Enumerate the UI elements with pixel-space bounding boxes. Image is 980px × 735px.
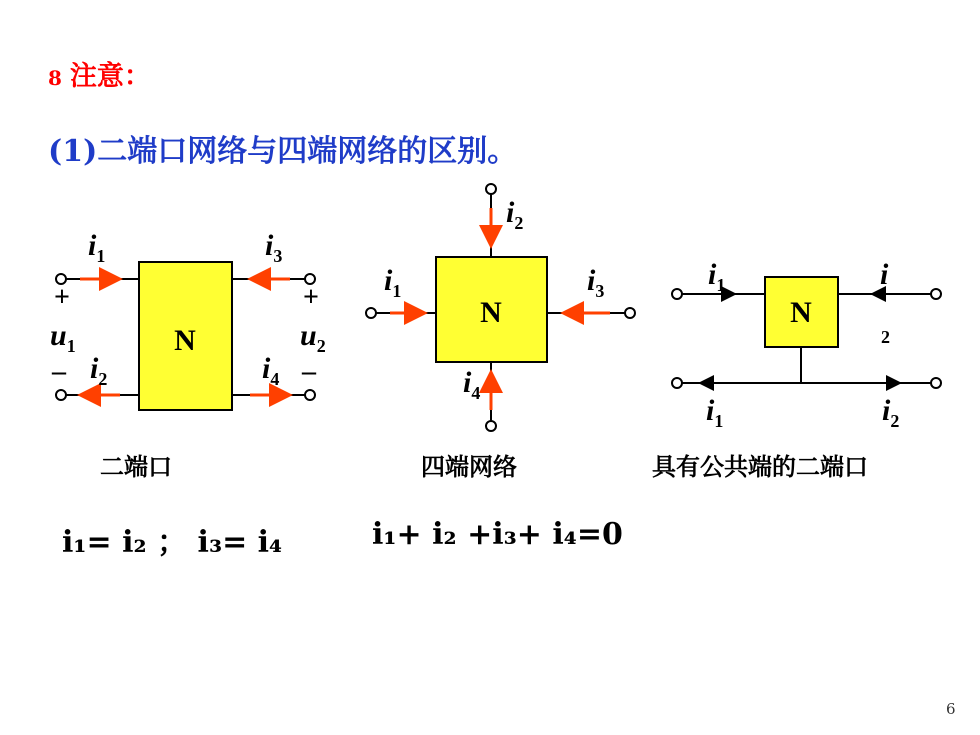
current-label: $i_2$ [90, 352, 108, 389]
current-label: $i_3$ [265, 229, 283, 266]
common-terminal-diagram [672, 277, 941, 388]
current-label: $i_2$ [506, 196, 524, 233]
bullet-icon: 8 [48, 66, 62, 90]
terminal [931, 289, 941, 299]
terminal [486, 184, 496, 194]
terminal [672, 289, 682, 299]
current-label: $i_1$ [708, 258, 726, 295]
box-label: N [480, 296, 502, 329]
minus-sign: – [52, 356, 66, 387]
current-label: $i_1$ [706, 394, 724, 431]
minus-sign: – [302, 356, 316, 387]
formula-two-port: i₁= i₂ ； i₃= i₄ [62, 525, 283, 560]
current-label: i [880, 258, 889, 291]
caption-four-terminal: 四端网络 [421, 452, 517, 481]
current-label: $i_3$ [587, 264, 605, 301]
terminal [625, 308, 635, 318]
voltage-label: $u_2$ [300, 319, 326, 356]
plus-sign: + [54, 282, 70, 313]
page-number: 6 [946, 700, 956, 718]
box-label: N [174, 324, 196, 357]
terminal [366, 308, 376, 318]
current-subscript: 2 [881, 327, 890, 347]
plus-sign: + [303, 282, 319, 313]
current-label: $i_1$ [384, 264, 402, 301]
current-label: $i_1$ [88, 229, 106, 266]
voltage-label: $u_1$ [50, 319, 76, 356]
current-label: $i_4$ [463, 366, 481, 403]
current-label: $i_4$ [262, 352, 280, 389]
terminal [305, 390, 315, 400]
current-label: $i_2$ [882, 394, 900, 431]
box-label: N [790, 296, 812, 329]
note-label: 注意： [69, 61, 151, 92]
terminal [931, 378, 941, 388]
caption-two-port: 二端口 [100, 452, 172, 481]
formula-four-terminal: i₁+ i₂ +i₃+ i₄=0 [372, 517, 623, 552]
terminal [486, 421, 496, 431]
section-subtitle: (1)二端口网络与四端网络的区别。 [48, 134, 518, 169]
caption-common-terminal: 具有公共端的二端口 [652, 452, 868, 481]
terminal [672, 378, 682, 388]
terminal [56, 390, 66, 400]
